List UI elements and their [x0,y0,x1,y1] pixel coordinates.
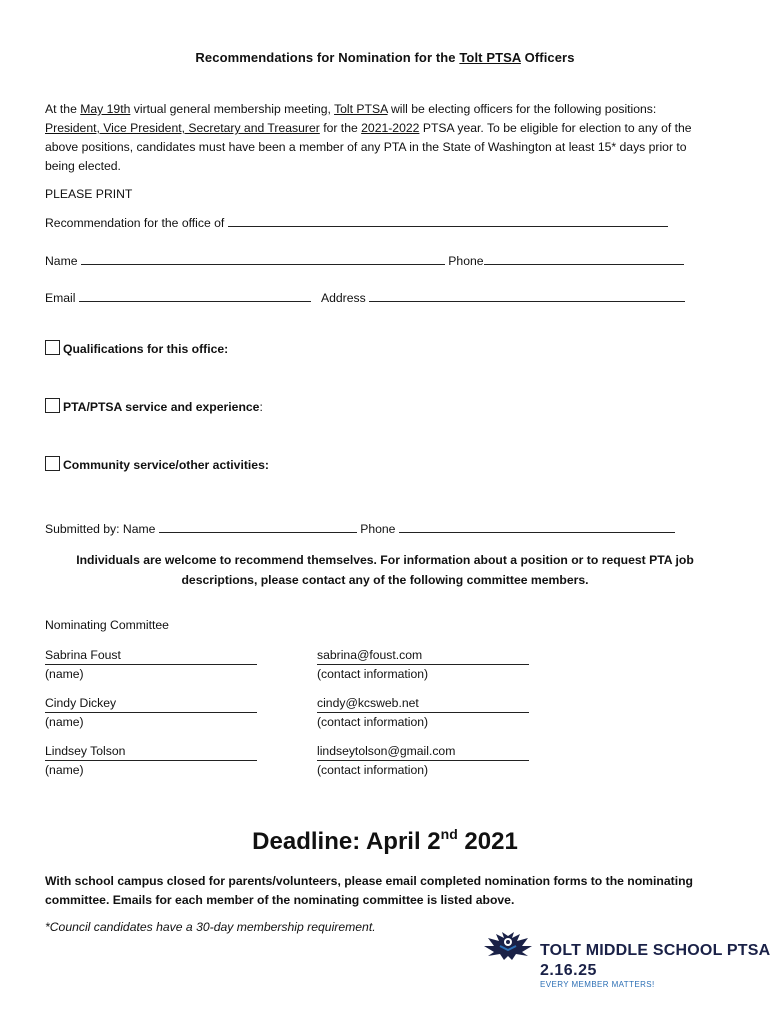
submitted-phone-field[interactable] [399,522,675,533]
intro-paragraph: At the May 19th virtual general membership meeting, Tolt PTSA will be electing officers for the following positions: President, Vice President, Secretary and Treasurer for the 2021-2022 PTSA year. To be eligible for election to any of the above positions, candidates must have been a member of any PTA in the State of Washington at least 15* days prior to being elected. [45,102,692,173]
committee-member-name: Lindsey Tolson (name) [45,742,257,779]
service-row: PTA/PTSA service and experience: [45,398,263,414]
email-address-row [45,291,685,305]
logo-tagline: EVERY MEMBER MATTERS! [540,980,655,989]
logo-date: 2.16.25 [540,962,597,979]
submitted-name-label: Submitted by: Name [45,522,156,536]
service-label: PTA/PTSA service and experience [63,400,260,414]
email-label: Email [45,291,76,305]
name-field[interactable] [81,254,445,265]
page-title: Recommendations for Nomination for the Tolt PTSA Officers [195,50,575,65]
office-row [45,216,668,230]
email-field[interactable] [79,291,311,302]
committee-member-name: Sabrina Foust (name) [45,646,257,683]
qualifications-checkbox[interactable] [45,340,60,355]
phone-field[interactable] [484,254,684,265]
email-link[interactable]: cindy@kcsweb.net [317,694,529,713]
submission-notice: With school campus closed for parents/volunteers, please email completed nomination forms to the nominating committee. Emails for each member of the nominating committee is listed above. [45,874,693,907]
community-row [45,456,269,472]
qualifications-row [45,340,228,356]
address-field[interactable] [369,291,685,302]
deadline-heading: Deadline: April 2nd 2021 [252,826,518,855]
info-note: Individuals are welcome to recommend themselves. For information about a position or to request PTA job descriptions, please contact any of the following committee members. [76,553,694,587]
committee-member-name: Cindy Dickey (name) [45,694,257,731]
committee-heading: Nominating Committee [45,618,169,632]
logo-title: TOLT MIDDLE SCHOOL PTSA [540,942,770,959]
footnote: *Council candidates have a 30-day membership requirement. [45,920,376,934]
submitted-name-field[interactable] [159,522,357,533]
submitted-phone-label: Phone [360,522,396,536]
community-checkbox[interactable] [45,456,60,471]
submitted-by-row [45,522,675,536]
qualifications-label: Qualifications for this office: [63,342,229,356]
email-link[interactable]: sabrina@foust.com [317,646,529,665]
name-phone-row [45,254,684,268]
committee-member-contact: cindy@kcsweb.net (contact information) [317,694,529,731]
community-label: Community service/other activities: [63,458,269,472]
ptsa-logo [482,928,770,992]
email-link[interactable]: lindseytolson@gmail.com [317,742,529,761]
service-checkbox[interactable] [45,398,60,413]
office-field[interactable] [228,216,668,227]
please-print-label: PLEASE PRINT [45,187,133,201]
committee-member-contact: lindseytolson@gmail.com (contact information) [317,742,529,779]
address-label: Address [320,291,366,305]
eagle-icon [482,928,534,968]
name-label: Name [45,254,78,268]
committee-member-contact: sabrina@foust.com (contact information) [317,646,529,683]
title-org: Tolt PTSA [459,50,521,65]
phone-label: Phone [448,254,484,268]
office-label: Recommendation for the office of [45,216,225,230]
